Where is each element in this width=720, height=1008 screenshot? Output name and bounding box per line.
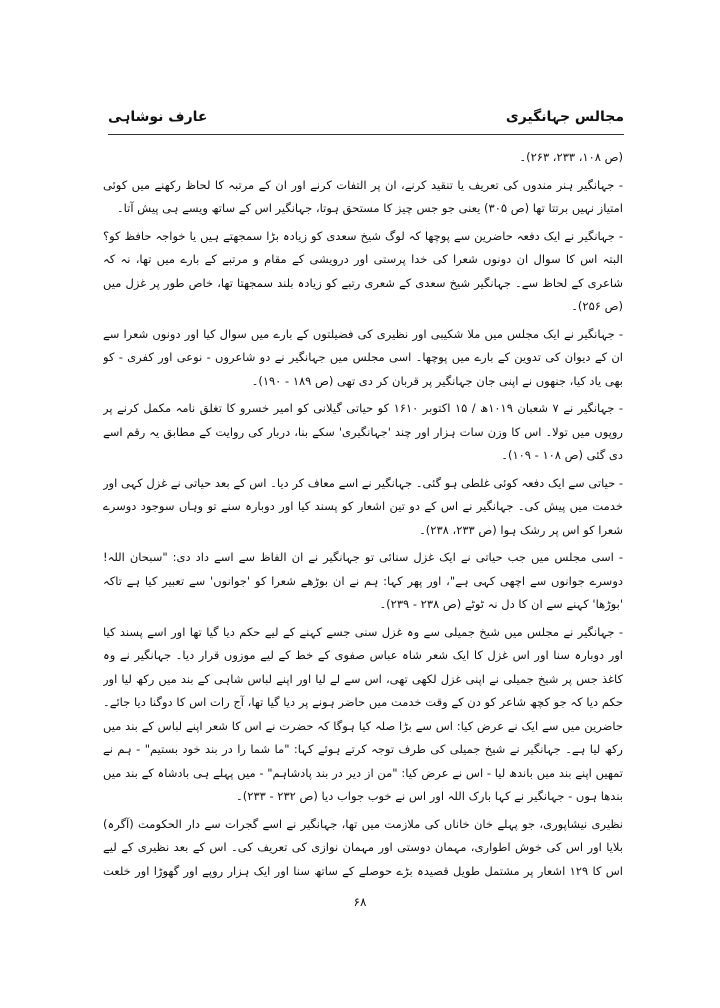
paragraph: - جہانگیر نے ایک دفعہ حاضرین سے پوچھا کہ لوگ شیخ سعدی کو زیادہ بڑا سمجھتے ہیں یا خواجہ حافظ کو؟ البتہ اس کا سوال ان دونوں شعرا کی خدا پرستی اور درویشی کے مقام و مرتبے کے بارے میں تھا، نہ کہ شاعری کے لحاظ سے۔ جہانگیر شیخ سعدی کے شعری رتبے کو زیادہ بلند سمجھتا تھا، خاص طور پر غزل میں (ص ۲۵۶)۔ bbox=[103, 228, 623, 313]
paragraph: - جہانگیر نے ۷ شعبان ۱۰۱۹ھ / ۱۵ اکتوبر ۱۶۱۰ کو حیاتی گیلانی کو امیر خسرو کا تغلق نامہ مکمل کرنے پر روپوں میں تولا۔ اس کا وزن سات ہزار اور چند 'جہانگیری' سکے بنا، دربار کی روایت کے مطابق یہ رقم اسے دی گئی (ص ۱۰۸ - ۱۰۹)۔ bbox=[103, 401, 623, 462]
paragraph: - جہانگیر نے مجلس میں شیخ جمیلی سے وہ غزل سنی جسے کہنے کے لیے حکم دیا گیا تھا اور اسے پسند کیا اور دوبارہ سنا اور اس غزل کا ایک شعر شاہ عباس صفوی کے خط کے لیے موزوں قرار دیا۔ جہانگیر نے وہ کاغذ جس پر شیخ جمیلی نے اپنی غزل لکھی تھی، اس سے لے لیا اور اپنے لباس شاہی کے بند میں رکھ لیا اور حکم دیا کہ جو کچھ شاعر کو دن کے وقت خدمت میں حاضر ہونے پر دیا گیا تھا، آج رات اس کا دوگنا دیا جائے۔ حاضرین میں سے ایک نے عرض کیا: اس سے بڑا صلہ کیا ہوگا کہ حضرت نے اس کا شعر اپنے لباس کے بند میں رکھ لیا ہے۔ جہانگیر نے شیخ جمیلی کی طرف توجہ کرتے ہوئے کہا: "ما شما را در بند خود بستیم" - ہم نے تمھیں اپنے بند میں باندھ لیا - اس نے عرض کیا: "من از دیر در بند پادشاہم" - میں پہلے ہی بادشاہ کے بند میں بندھا ہوں - جہانگیر نے کہا بارک اللہ اور اس نے خوب جواب دیا (ص ۲۳۲ - ۲۳۳)۔ bbox=[103, 624, 623, 803]
page-body bbox=[103, 146, 623, 881]
paragraph: - جہانگیر ہنر مندوں کی تعریف یا تنقید کرنے، ان پر التفات کرنے اور ان کے مرتبہ کا لحاظ رکھنے میں کوئی امتیاز نہیں برتتا تھا (ص ۳۰۵) یعنی جو جس چیز کا مستحق ہوتا، جہانگیر اس کے ساتھ ویسے ہی پیش آتا۔ bbox=[103, 177, 623, 215]
paragraph: (ص ۱۰۸، ۲۳۳، ۲۶۳)۔ bbox=[519, 150, 623, 164]
paragraph: - اسی مجلس میں جب حیاتی نے ایک غزل سنائی تو جہانگیر نے ان الفاظ سے اسے داد دی: "سبحان اللہ! دوسرے جوانوں سے اچھی کہی ہے"، اور پھر کہا: ہم نے ان بوڑھے شعرا کو 'جوانوں' سے تعبیر کیا ہے تاکہ 'بوڑھا' کہنے سے ان کا دل نہ ٹوٹے (ص ۲۳۸ - ۲۳۹)۔ bbox=[103, 550, 623, 611]
running-header bbox=[108, 106, 624, 128]
header-rule bbox=[108, 134, 624, 135]
author-name: عارف نوشاہی bbox=[108, 109, 208, 125]
paragraph: - حیاتی سے ایک دفعہ کوئی غلطی ہو گئی۔ جہانگیر نے اسے معاف کر دیا۔ اس کے بعد حیاتی نے غزل کہی اور خدمت میں پیش کی۔ جہانگیر نے اس کے دو تین اشعار کو پسند کیا اور دوبارہ سنے تو وہاں سوجود دوسرے شعرا کو اس پر رشک ہوا (ص ۲۳۳، ۲۳۸)۔ bbox=[103, 475, 623, 537]
paragraph: نظیری نیشاپوری، جو پہلے خان خاناں کی ملازمت میں تھا، جہانگیر نے اسے گجرات سے دار الحکومت (آگرہ) بلایا اور اس کی خوش اطواری، مہمان دوستی اور مہمان نوازی کی تعریف کی۔ اس کے بعد نظیری کے لیے اس کا ۱۲۹ اشعار پر مشتمل طویل قصیدہ بڑے حوصلے کے ساتھ سنا اور ایک ہزار روپے اور گھوڑا اور خلعت bbox=[103, 816, 623, 878]
paragraph: - جہانگیر نے ایک مجلس میں ملا شکیبی اور نظیری کی فضیلتوں کے بارے میں سوال کیا اور دونوں شعرا سے ان کے دیوان کی تدوین کے بارے میں پوچھا۔ اسی مجلس میں جہانگیر نے دو شاعروں - نوعی اور کفری - کو بھی یاد کیا، جنھوں نے اپنی جان جہانگیر پر قربان کر دی تھی (ص ۱۸۹ - ۱۹۰)۔ bbox=[103, 326, 623, 388]
page-number: ۶۸ bbox=[353, 895, 367, 909]
book-title: مجالس جہانگیری bbox=[505, 109, 624, 125]
